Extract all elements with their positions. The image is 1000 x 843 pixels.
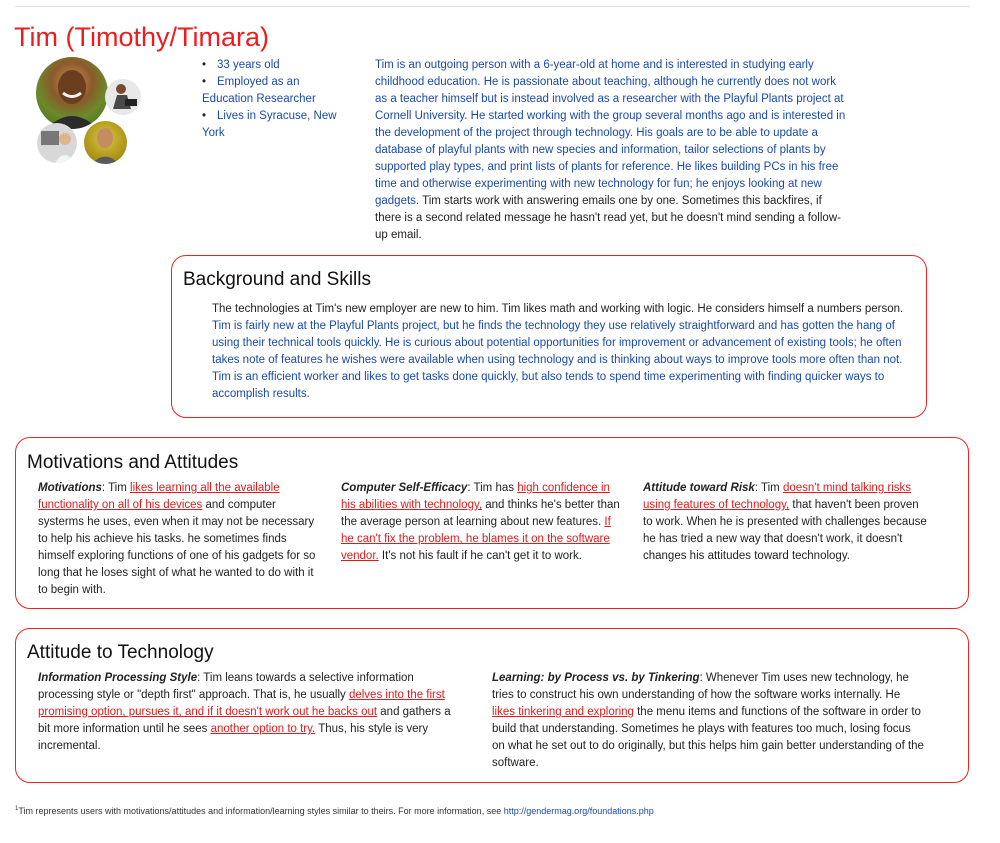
motivations-heading: Motivations and Attitudes — [27, 452, 239, 473]
learning-style-text-2: the menu items and functions of the software in order to build that understanding. Sometimes he plays with features too much, losing focus on what he set out to do originally, but this helps him gain better understanding of the software. — [492, 706, 924, 769]
foundations-link[interactable]: http://gendermag.org/foundations.php — [503, 806, 654, 816]
self-efficacy-highlight-1: high confidence in his abilities with technology, — [341, 482, 610, 511]
motivations-text-1: : Tim — [101, 482, 131, 494]
portrait-photo-computer — [37, 123, 77, 163]
portrait-photo-laptop — [105, 79, 141, 115]
self-efficacy-text-3: It's not his fault if he can't get it to work. — [378, 550, 582, 562]
information-processing-highlight-1: delves into the first promising option, pursues it, and if it doesn't work out he backs out — [38, 689, 445, 718]
self-efficacy-highlight-2: If he can't fix the problem, he blames it on the software vendor. — [341, 516, 611, 562]
persona-title: Tim (Timothy/Timara) — [14, 22, 269, 52]
self-efficacy-column — [341, 480, 621, 565]
background-heading: Background and Skills — [183, 269, 371, 290]
self-efficacy-text-1: : Tim has — [467, 482, 518, 494]
persona-description — [375, 57, 849, 244]
self-efficacy-text-2: and thinks he's better than the average person at learning about new features. — [341, 499, 620, 528]
persona-photo-collage — [36, 57, 136, 169]
motivations-panel — [15, 437, 969, 609]
risk-text-2: that haven't been proven to work. When he is presented with challenges because he has tried a new way that doesn't work, it doesn't changes his attitudes toward technology. — [643, 499, 927, 562]
risk-text-1: : Tim — [754, 482, 783, 494]
background-black-text: The technologies at Tim's new employer are new to him. Tim likes math and working with logic. He considers himself a numbers person. — [212, 303, 904, 315]
technology-heading: Attitude to Technology — [27, 642, 214, 663]
risk-label: Attitude toward Risk — [643, 482, 755, 494]
information-processing-text-2: and gathers a bit more information until he sees — [38, 706, 451, 735]
footnote-text: Tim represents users with motivations/attitudes and information/learning styles similar to theirs. For more information, see — [18, 806, 504, 816]
learning-style-column — [492, 670, 924, 772]
fact-occupation: • Employed as an Education Researcher — [202, 74, 352, 108]
information-processing-highlight-2: another option to try. — [210, 723, 316, 735]
risk-highlight: doesn't mind talking risks using features of technology, — [643, 482, 912, 511]
learning-style-label: Learning: by Process vs. by Tinkering — [492, 672, 700, 684]
footnote-marker: 1 — [15, 806, 19, 812]
fact-location: • Lives in Syracuse, New York — [202, 108, 352, 142]
background-skills-panel — [171, 255, 927, 418]
footnote — [15, 806, 654, 816]
information-processing-column — [38, 670, 458, 755]
self-efficacy-label: Computer Self-Efficacy — [341, 482, 468, 494]
motivations-highlight: likes learning all the available functionality on all of his devices — [38, 482, 280, 511]
learning-style-text-1: : Whenever Tim uses new technology, he tries to construct his own understanding of how the software works internally. He — [492, 672, 909, 701]
background-blue-text: Tim is fairly new at the Playful Plants project, but he finds the technology they use relatively straightforward and has gotten the hang of using their technical tools quickly. He is curious about potential opportunities for improvement or advancement of existing tools; he often takes note of features he wishes were available when using technology and is thinking about ways to improve tools more often than not. Tim is an efficient worker and likes to get tasks done quickly, but also tends to spend time experimenting with finding quicker ways to accomplish results. — [212, 320, 903, 400]
information-processing-label: Information Processing Style — [38, 672, 198, 684]
persona-facts-list — [202, 57, 352, 142]
fact-age: • 33 years old — [202, 57, 352, 74]
portrait-photo-main — [36, 57, 108, 129]
motivations-label: Motivations — [38, 482, 102, 494]
top-divider — [15, 6, 970, 7]
information-processing-text-3: Thus, his style is very incremental. — [38, 723, 429, 752]
technology-panel — [15, 628, 969, 783]
motivations-text-2: and computer systerms he uses, even when it may not be necessary to help his achieve his tasks. he sometimes finds himself exploring functions of one of his gadgets for so long that he loses sight of what he wanted to do with it to begin with. — [38, 499, 316, 596]
intro-black-text: Tim starts work with answering emails one by one. Sometimes this backfires, if there is a second related message he hasn't read yet, but he doesn't mind sending a follow-up email. — [375, 195, 841, 241]
information-processing-text-1: : Tim leans towards a selective information processing style or "depth first" approach. That is, he usually — [38, 672, 414, 701]
portrait-photo-smiling — [84, 121, 127, 164]
background-text — [212, 301, 917, 403]
risk-column — [643, 480, 928, 565]
intro-blue-text: Tim is an outgoing person with a 6-year-old at home and is interested in studying early childhood education. He is passionate about teaching, although he currently does not work as a teacher himself but is instead involved as a researcher with the Playful Plants project at Cornell University. He started working with the group several months ago and is interested in the development of the project through technology. His goals are to be able to update a database of playful plants with new species and information, tailor selections of plants by supported play types, and print lists of plants for reference. He likes building PCs in his free time and otherwise experimenting with new technology for fun; he enjoys looking at new gadgets. — [375, 59, 846, 207]
learning-style-highlight: likes tinkering and exploring — [492, 706, 634, 718]
motivations-column — [38, 480, 320, 599]
